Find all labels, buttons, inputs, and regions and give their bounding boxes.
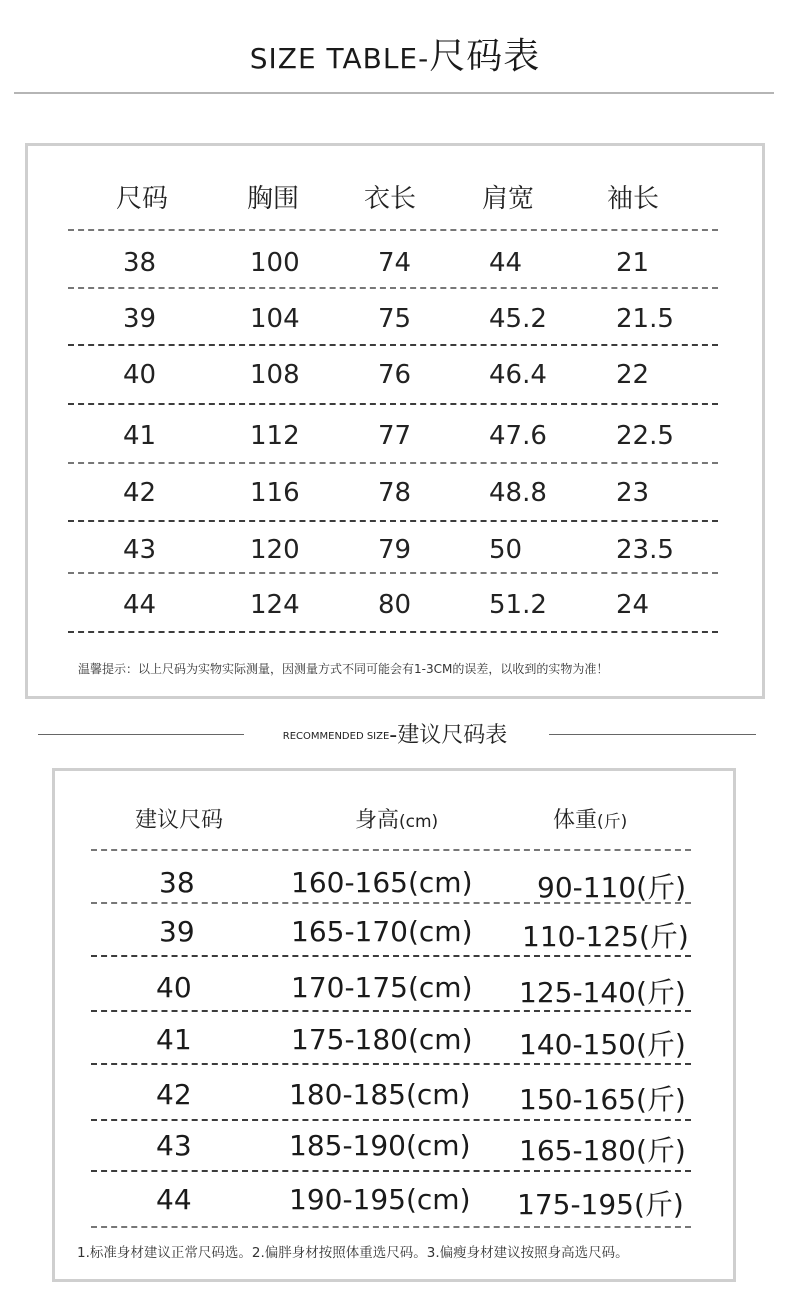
recommended-heading-en: RECOMMENDED SIZE [282, 731, 390, 742]
header-weight [553, 803, 627, 834]
cell-sleeve: 21.5 [616, 304, 674, 334]
divider [68, 344, 718, 346]
cell-height: 160-165(cm) [291, 866, 473, 899]
cell-size: 43 [123, 535, 157, 565]
divider [68, 520, 718, 522]
cell-size: 38 [159, 866, 195, 899]
divider [91, 1010, 691, 1012]
header-weight-label: 体重 [553, 808, 598, 833]
page-title [0, 28, 790, 79]
header-size: 尺码 [116, 184, 169, 214]
header-weight-unit: (斤) [597, 812, 628, 832]
header-chest: 胸围 [247, 184, 300, 214]
cell-size: 40 [123, 360, 157, 390]
cell-sleeve: 21 [616, 248, 650, 278]
cell-size: 38 [123, 248, 157, 278]
divider [68, 631, 718, 633]
cell-size: 39 [123, 304, 157, 334]
cell-height: 185-190(cm) [289, 1129, 471, 1162]
cell-size: 44 [156, 1183, 192, 1216]
recommendation-note: 1.标准身材建议正常尺码选。2.偏胖身材按照体重选尺码。3.偏瘦身材建议按照身高选尺码。 [77, 1245, 629, 1261]
cell-shoulder: 51.2 [489, 590, 547, 620]
divider [91, 1063, 691, 1065]
cell-chest: 112 [250, 421, 300, 451]
cell-length: 75 [378, 304, 412, 334]
cell-weight: 150-165(斤) [519, 1083, 686, 1116]
header-length: 衣长 [364, 184, 417, 214]
header-shoulder: 肩宽 [482, 184, 535, 214]
divider [68, 287, 718, 289]
cell-chest: 124 [250, 590, 300, 620]
cell-chest: 100 [250, 248, 300, 278]
divider [68, 462, 718, 464]
cell-size: 42 [123, 478, 157, 508]
divider [91, 1170, 691, 1172]
header-recommended-size: 建议尺码 [135, 808, 224, 833]
cell-shoulder: 48.8 [489, 478, 547, 508]
divider [91, 902, 691, 904]
cell-weight: 175-195(斤) [517, 1188, 684, 1221]
heading-line-right [549, 734, 756, 735]
cell-size: 41 [123, 421, 157, 451]
divider [91, 1119, 691, 1121]
page-title-cn: 尺码表 [429, 36, 541, 77]
cell-length: 78 [378, 478, 412, 508]
cell-sleeve: 22.5 [616, 421, 674, 451]
cell-chest: 108 [250, 360, 300, 390]
divider [91, 849, 691, 851]
cell-weight: 125-140(斤) [519, 976, 686, 1009]
page-title-en: SIZE TABLE- [249, 42, 430, 75]
title-divider [14, 92, 774, 94]
recommended-table [52, 768, 736, 1282]
cell-sleeve: 23 [616, 478, 650, 508]
cell-shoulder: 50 [489, 535, 523, 565]
cell-size: 43 [156, 1129, 192, 1162]
header-sleeve: 袖长 [607, 184, 660, 214]
divider [68, 572, 718, 574]
cell-height: 165-170(cm) [291, 915, 473, 948]
cell-shoulder: 47.6 [489, 421, 547, 451]
cell-height: 175-180(cm) [291, 1023, 473, 1056]
cell-chest: 104 [250, 304, 300, 334]
cell-height: 190-195(cm) [289, 1183, 471, 1216]
divider [91, 1226, 691, 1228]
header-height-unit: (cm) [399, 812, 439, 832]
cell-size: 39 [159, 915, 195, 948]
cell-weight: 140-150(斤) [519, 1028, 686, 1061]
cell-chest: 120 [250, 535, 300, 565]
cell-length: 77 [378, 421, 412, 451]
cell-length: 76 [378, 360, 412, 390]
cell-sleeve: 22 [616, 360, 650, 390]
cell-shoulder: 45.2 [489, 304, 547, 334]
cell-size: 44 [123, 590, 157, 620]
divider [68, 229, 718, 231]
cell-size: 41 [156, 1023, 192, 1056]
cell-sleeve: 24 [616, 590, 650, 620]
cell-height: 170-175(cm) [291, 971, 473, 1004]
size-table [25, 143, 765, 699]
cell-sleeve: 23.5 [616, 535, 674, 565]
divider [68, 403, 718, 405]
cell-height: 180-185(cm) [289, 1078, 471, 1111]
header-height [355, 803, 438, 834]
divider [91, 955, 691, 957]
cell-length: 79 [378, 535, 412, 565]
cell-shoulder: 46.4 [489, 360, 547, 390]
cell-size: 42 [156, 1078, 192, 1111]
header-height-label: 身高 [355, 808, 400, 833]
recommended-heading-cn: -建议尺码表 [389, 723, 508, 748]
measurement-note: 温馨提示：以上尺码为实物实际测量，因测量方式不同可能会有1-3CM的误差，以收到的实物为准！ [78, 662, 609, 676]
cell-size: 40 [156, 971, 192, 1004]
cell-shoulder: 44 [489, 248, 523, 278]
cell-length: 74 [378, 248, 412, 278]
cell-length: 80 [378, 590, 412, 620]
cell-chest: 116 [250, 478, 300, 508]
cell-weight: 165-180(斤) [519, 1134, 686, 1167]
cell-weight: 110-125(斤) [522, 920, 689, 953]
cell-weight: 90-110(斤) [537, 871, 687, 904]
